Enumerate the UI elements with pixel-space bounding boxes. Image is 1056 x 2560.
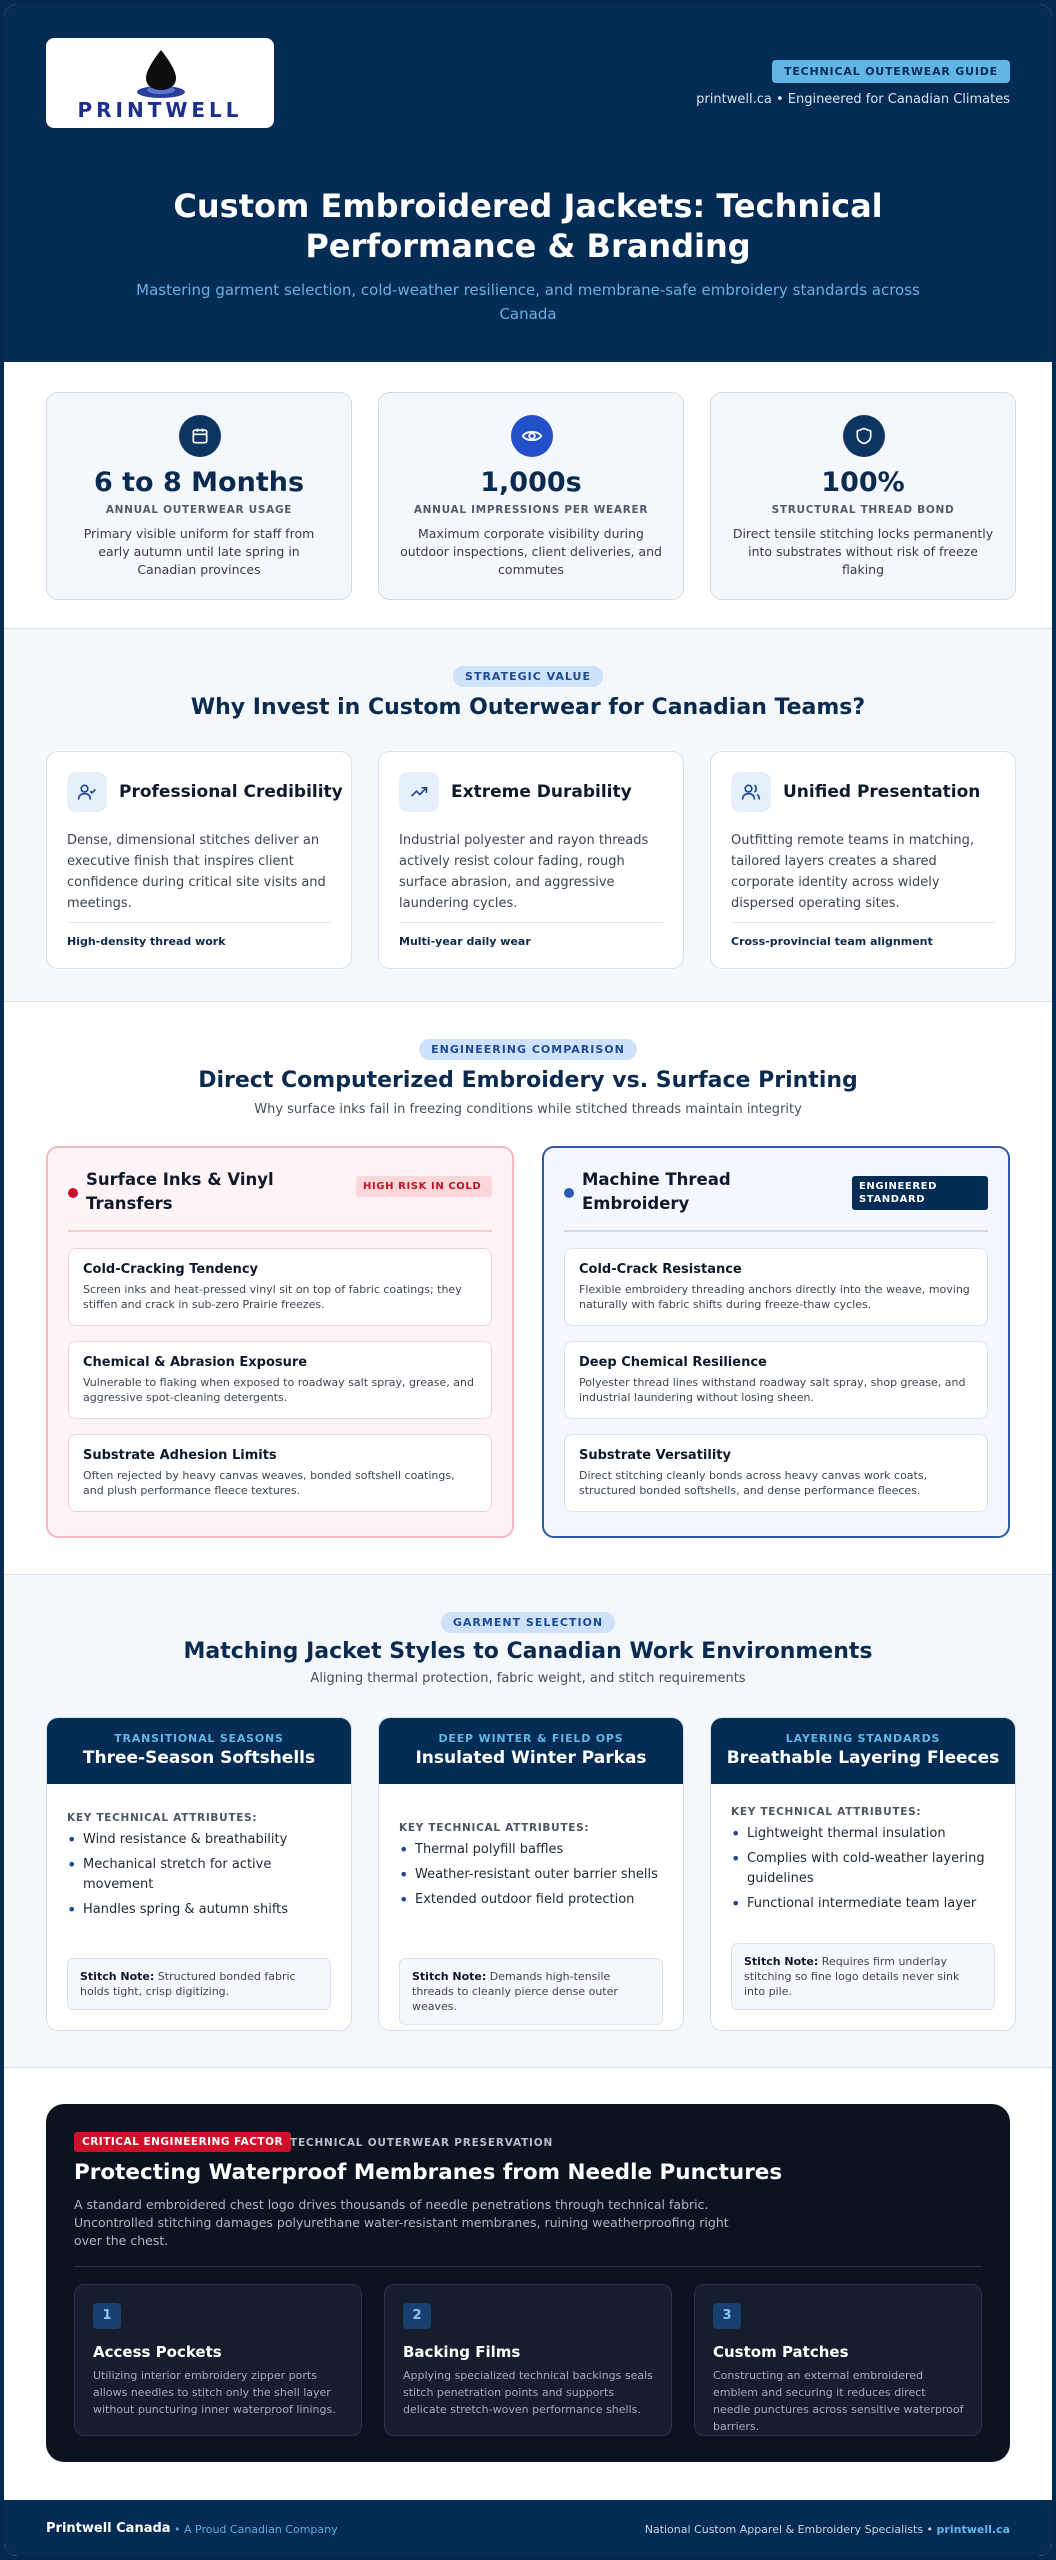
item-title: Substrate Adhesion Limits — [83, 1448, 277, 1463]
panel-title: Surface Inks & Vinyl Transfers — [86, 1170, 274, 1213]
section-title: Why Invest in Custom Outerwear for Canadian Teams? — [190, 695, 866, 720]
why-card-presentation — [710, 751, 1016, 969]
solution-title: Backing Films — [403, 2343, 521, 2361]
garment-card-parka — [378, 1717, 684, 2031]
item-title: Cold-Cracking Tendency — [83, 1262, 259, 1277]
stat-desc: Maximum corporate visibility during outdoor inspections, client deliveries, and commutes — [400, 526, 662, 577]
why-card-title: Extreme Durability — [451, 782, 632, 802]
users-icon — [731, 772, 771, 812]
list-item: • Mechanical stretch for active movement — [67, 1855, 335, 1895]
garment-card-softshell — [46, 1717, 352, 2031]
section-subtitle: Aligning thermal protection, fabric weight, and stitch requirements — [310, 1671, 746, 1686]
comparison-item — [564, 1248, 988, 1326]
attribute-list — [67, 1830, 335, 1925]
solution-card-films — [384, 2284, 672, 2436]
why-card-credibility — [46, 751, 352, 969]
critical-badge: CRITICAL ENGINEERING FACTOR — [74, 2132, 291, 2152]
garment-name: Insulated Winter Parkas — [415, 1748, 647, 1768]
step-number: 1 — [93, 2303, 121, 2329]
comparison-item — [68, 1248, 492, 1326]
comparison-section — [4, 1002, 1052, 1574]
item-title: Cold-Crack Resistance — [579, 1262, 742, 1277]
item-desc: Screen inks and heat-pressed vinyl sit on top of fabric coatings; they stiffen and crack in sub-zero Prairie freezes. — [83, 1283, 462, 1311]
why-section — [4, 628, 1052, 1002]
divider — [731, 922, 995, 923]
garment-name: Breathable Layering Fleeces — [726, 1748, 1000, 1768]
stat-label: STRUCTURAL THREAD BOND — [771, 504, 955, 516]
stat-card-bond — [710, 392, 1016, 600]
guide-badge: TECHNICAL OUTERWEAR GUIDE — [772, 60, 1010, 83]
page-subtitle: Mastering garment selection, cold-weather resilience, and membrane-safe embroidery standards across Canada — [136, 281, 920, 323]
item-desc: Flexible embroidery threading anchors directly into the weave, moving naturally with fabric shifts during freeze-thaw cycles. — [579, 1283, 970, 1311]
solution-desc: Applying specialized technical backings seals stitch penetration points and supports delicate stretch-woven performance shells. — [403, 2369, 653, 2416]
panel-title: Machine Thread Embroidery — [582, 1170, 731, 1213]
why-card-title: Unified Presentation — [783, 782, 981, 802]
stat-desc: Primary visible uniform for staff from early autumn until late spring in Canadian provinces — [83, 526, 315, 577]
membrane-desc: A standard embroidered chest logo drives thousands of needle penetrations through technical fabric. Uncontrolled stitching damages polyurethane water-resistant membranes, ruining weatherproofing right over the chest. — [74, 2197, 729, 2248]
footer-right-text: National Custom Apparel & Embroidery Specialists • — [644, 2523, 934, 2536]
list-item: • Handles spring & autumn shifts — [67, 1900, 335, 1920]
embroidery-panel — [542, 1146, 1010, 1538]
solution-card-patches — [694, 2284, 982, 2436]
garment-kicker: DEEP WINTER & FIELD OPS — [438, 1732, 624, 1745]
footer-brand: Printwell Canada — [46, 2521, 171, 2536]
stat-label: ANNUAL IMPRESSIONS PER WEARER — [413, 504, 649, 516]
risk-dot — [68, 1188, 78, 1198]
stats-section — [4, 362, 1052, 628]
why-card-foot: High-density thread work — [67, 935, 226, 948]
user-check-icon — [67, 772, 107, 812]
footer-tagline: • A Proud Canadian Company — [174, 2523, 338, 2536]
why-card-desc: Dense, dimensional stitches deliver an executive finish that inspires client confidence during critical site visits and meetings. — [67, 833, 326, 911]
shield-icon — [843, 415, 885, 457]
standard-badge: ENGINEERED STANDARD — [852, 1176, 988, 1210]
garment-kicker: LAYERING STANDARDS — [785, 1732, 941, 1745]
stat-card-usage — [46, 392, 352, 600]
divider — [67, 922, 331, 923]
solution-title: Custom Patches — [713, 2343, 849, 2361]
surface-ink-panel — [46, 1146, 514, 1538]
eye-icon — [511, 415, 553, 457]
list-item: • Weather-resistant outer barrier shells — [399, 1865, 667, 1885]
calendar-icon — [179, 415, 221, 457]
item-desc: Often rejected by heavy canvas weaves, bonded softshell coatings, and plush performance fleece textures. — [83, 1469, 455, 1497]
trending-up-icon — [399, 772, 439, 812]
garment-card-header — [379, 1718, 683, 1784]
garment-kicker: TRANSITIONAL SEASONS — [114, 1732, 284, 1745]
stat-value: 1,000s — [480, 467, 582, 498]
membrane-section — [4, 2068, 1052, 2500]
stat-value: 6 to 8 Months — [93, 467, 305, 498]
stitch-note: Stitch Note: Requires firm underlay stitching so fine logo details never sink into pile. — [731, 1943, 995, 2010]
solution-title: Access Pockets — [93, 2343, 222, 2361]
standard-dot — [564, 1188, 574, 1198]
why-card-foot: Multi-year daily wear — [399, 935, 531, 948]
divider — [399, 922, 663, 923]
garment-card-fleece — [710, 1717, 1016, 2031]
why-card-durability — [378, 751, 684, 969]
item-desc: Vulnerable to flaking when exposed to roadway salt spray, grease, and aggressive spot-cleaning detergents. — [83, 1376, 474, 1404]
risk-badge: HIGH RISK IN COLD — [356, 1176, 492, 1197]
section-pill: ENGINEERING COMPARISON — [4, 1038, 1052, 1060]
item-desc: Direct stitching cleanly bonds across heavy canvas work coats, structured bonded softshells, and dense performance fleeces. — [579, 1469, 928, 1497]
garment-card-header — [711, 1718, 1015, 1784]
attributes-label: KEY TECHNICAL ATTRIBUTES: — [67, 1812, 258, 1824]
divider — [68, 1230, 492, 1232]
solution-desc: Constructing an external embroidered emblem and securing it reduces direct needle punctures across sensitive waterproof barriers. — [713, 2369, 964, 2433]
solution-desc: Utilizing interior embroidery zipper ports allows needles to stitch only the shell layer without puncturing inner waterproof linings. — [93, 2369, 336, 2416]
item-title: Chemical & Abrasion Exposure — [83, 1355, 308, 1370]
membrane-panel — [46, 2104, 1010, 2462]
item-title: Substrate Versatility — [579, 1448, 731, 1463]
list-item: • Thermal polyfill baffles — [399, 1840, 667, 1860]
step-number: 3 — [713, 2303, 741, 2329]
stat-card-impressions — [378, 392, 684, 600]
footer-link[interactable]: printwell.ca — [936, 2523, 1010, 2536]
comparison-item — [564, 1434, 988, 1512]
section-pill: GARMENT SELECTION — [4, 1611, 1052, 1633]
list-item: • Functional intermediate team layer — [731, 1894, 999, 1914]
why-card-desc: Outfitting remote teams in matching, tailored layers creates a shared corporate identity across widely dispersed operating sites. — [731, 833, 975, 911]
stitch-note: Stitch Note: Structured bonded fabric holds tight, crisp digitizing. — [67, 1958, 331, 2010]
solution-card-pockets — [74, 2284, 362, 2436]
footer-contact — [645, 2523, 1010, 2536]
item-title: Deep Chemical Resilience — [579, 1355, 767, 1370]
list-item: • Wind resistance & breathability — [67, 1830, 335, 1850]
divider — [564, 1230, 988, 1232]
comparison-item — [68, 1434, 492, 1512]
section-title: Direct Computerized Embroidery vs. Surface Printing — [198, 1068, 858, 1093]
comparison-item — [68, 1341, 492, 1419]
membrane-title: Protecting Waterproof Membranes from Needle Punctures — [74, 2160, 783, 2185]
garment-section — [4, 1574, 1052, 2068]
section-pill: STRATEGIC VALUE — [4, 665, 1052, 687]
stat-value: 100% — [821, 467, 905, 498]
garment-card-header — [47, 1718, 351, 1784]
why-card-desc: Industrial polyester and rayon threads actively resist colour fading, rough surface abrasion, and aggressive laundering cycles. — [399, 833, 649, 911]
page-title: Custom Embroidered Jackets: Technical Performance & Branding — [173, 187, 883, 265]
list-item: • Extended outdoor field protection — [399, 1890, 667, 1910]
why-card-title: Professional Credibility — [119, 782, 343, 802]
logo-text: PRINTWELL — [77, 98, 243, 122]
membrane-kicker: TECHNICAL OUTERWEAR PRESERVATION — [290, 2137, 554, 2149]
ink-drop-logo-icon — [136, 48, 186, 100]
divider — [74, 2266, 982, 2267]
hero-url-line: printwell.ca • Engineered for Canadian Climates — [696, 92, 1010, 107]
footer — [4, 2500, 1052, 2560]
attribute-list — [731, 1824, 999, 1919]
attributes-label: KEY TECHNICAL ATTRIBUTES: — [731, 1806, 922, 1818]
stat-desc: Direct tensile stitching locks permanently into substrates without risk of freeze flaking — [732, 526, 994, 577]
list-item: • Complies with cold-weather layering guidelines — [731, 1849, 999, 1889]
comparison-item — [564, 1341, 988, 1419]
stitch-note: Stitch Note: Demands high-tensile threads to cleanly pierce dense outer weaves. — [399, 1958, 663, 2025]
item-desc: Polyester thread lines withstand roadway salt spray, shop grease, and industrial laundering without losing sheen. — [579, 1376, 966, 1404]
attributes-label: KEY TECHNICAL ATTRIBUTES: — [399, 1822, 590, 1834]
attribute-list — [399, 1840, 667, 1915]
logo[interactable] — [46, 38, 274, 128]
section-title: Matching Jacket Styles to Canadian Work Environments — [183, 1639, 873, 1664]
garment-name: Three-Season Softshells — [82, 1748, 316, 1768]
stat-label: ANNUAL OUTERWEAR USAGE — [105, 504, 293, 516]
step-number: 2 — [403, 2303, 431, 2329]
section-subtitle: Why surface inks fail in freezing conditions while stitched threads maintain integrity — [254, 1102, 802, 1117]
hero-section — [4, 4, 1052, 362]
why-card-foot: Cross-provincial team alignment — [731, 935, 933, 948]
list-item: • Lightweight thermal insulation — [731, 1824, 999, 1844]
